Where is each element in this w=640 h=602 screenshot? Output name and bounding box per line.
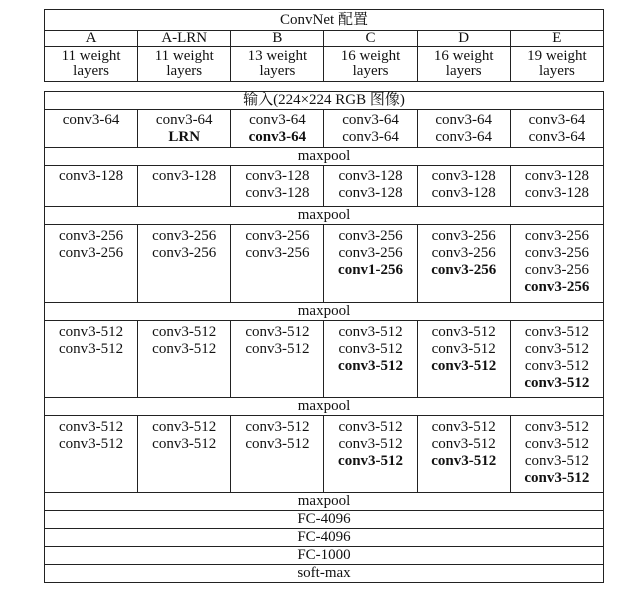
layer-label: conv3-256 (524, 262, 589, 278)
layer-label: conv3-256 (338, 245, 403, 261)
weight-unit: layers (166, 63, 203, 79)
layer-cell (510, 321, 603, 398)
layer-label: conv3-512 (338, 436, 403, 452)
layer-label: conv3-64 (528, 112, 586, 128)
layer-label: LRN (168, 129, 201, 145)
layer-label: conv3-256 (338, 228, 403, 244)
layer-label: conv3-256 (431, 228, 496, 244)
conv-block-row (45, 416, 604, 493)
layer-cell (231, 321, 324, 398)
layer-cell (417, 321, 510, 398)
weight-layers-cell (45, 47, 138, 82)
layer-cell (417, 225, 510, 303)
weight-unit: layers (445, 63, 482, 79)
maxpool-label-row (45, 398, 604, 416)
layer-label: conv3-128 (524, 168, 589, 184)
layer-label: conv3-512 (524, 358, 589, 374)
layer-label: conv3-512 (431, 358, 497, 374)
column-name: B (231, 31, 324, 47)
weight-layers-cell (510, 47, 603, 82)
layer-label: conv3-512 (338, 453, 404, 469)
column-name: D (417, 31, 510, 47)
maxpool-label-row (45, 207, 604, 225)
layer-label: conv3-128 (431, 168, 496, 184)
layer-label: conv3-128 (152, 168, 217, 184)
weight-unit: layers (352, 63, 389, 79)
layer-label: conv3-256 (245, 228, 310, 244)
layer-label: conv3-512 (524, 324, 589, 340)
layer-label: conv3-64 (62, 112, 120, 128)
conv-block-row (45, 321, 604, 398)
layer-label: conv3-512 (524, 375, 590, 391)
table-title: ConvNet 配置 (45, 10, 604, 31)
layer-label: conv3-512 (524, 453, 589, 469)
layer-label: conv3-256 (524, 228, 589, 244)
maxpool-label: maxpool (45, 207, 604, 225)
layer-cell (231, 166, 324, 207)
maxpool-label-row (45, 493, 604, 511)
weight-layers-cell (231, 47, 324, 82)
layer-cell (417, 110, 510, 148)
weight-unit: layers (259, 63, 296, 79)
layer-label: conv3-512 (59, 341, 124, 357)
layer-label: conv3-128 (338, 168, 403, 184)
fc-layer-label-row (45, 511, 604, 529)
layer-label: conv3-512 (245, 436, 310, 452)
column-name-row (45, 31, 604, 47)
layer-cell (45, 416, 138, 493)
layer-label: conv3-64 (342, 129, 399, 145)
weight-count: 13 weight (247, 48, 308, 64)
softmax-label: soft-max (45, 565, 604, 583)
column-name: C (324, 31, 417, 47)
layer-label: conv3-256 (431, 245, 496, 261)
conv-block-row (45, 110, 604, 148)
layer-cell (231, 225, 324, 303)
architecture-table (44, 91, 604, 583)
layer-label: conv3-512 (152, 341, 217, 357)
layer-label: conv3-256 (59, 228, 124, 244)
layer-label: conv3-512 (59, 324, 124, 340)
config-header-table (44, 9, 604, 82)
layer-label: conv3-512 (524, 341, 589, 357)
layer-cell (324, 416, 417, 493)
layer-label: conv3-256 (431, 262, 497, 278)
layer-label: conv3-512 (524, 436, 589, 452)
layer-cell (417, 166, 510, 207)
input-label-row (45, 92, 604, 110)
layer-label: conv3-128 (524, 185, 589, 201)
layer-cell (138, 416, 231, 493)
layer-cell (138, 321, 231, 398)
layer-cell (138, 166, 231, 207)
layer-label: conv3-64 (249, 112, 306, 128)
layer-cell (45, 110, 138, 148)
layer-label: conv3-256 (524, 245, 589, 261)
conv-block-row (45, 166, 604, 207)
layer-cell (324, 225, 417, 303)
softmax-label-row (45, 565, 604, 583)
weight-layers-row (45, 47, 604, 82)
layer-label: conv3-512 (338, 419, 403, 435)
weight-unit: layers (538, 63, 575, 79)
fc-layer-label: FC-4096 (45, 511, 604, 529)
layer-label: conv1-256 (338, 262, 404, 278)
layer-label: conv3-256 (152, 228, 217, 244)
weight-count: 16 weight (340, 48, 401, 64)
layer-cell (231, 416, 324, 493)
layer-label: conv3-128 (431, 185, 496, 201)
weight-count: 11 weight (61, 48, 121, 64)
weight-layers-cell (417, 47, 510, 82)
fc-layer-label-row (45, 547, 604, 565)
layer-cell (231, 110, 324, 148)
weight-count: 11 weight (154, 48, 214, 64)
layer-label: conv3-512 (338, 324, 403, 340)
title-row (45, 10, 604, 31)
layer-label: conv3-512 (431, 419, 496, 435)
layer-label: conv3-64 (248, 129, 307, 145)
layer-label: conv3-128 (245, 185, 310, 201)
layer-cell (45, 225, 138, 303)
weight-layers-cell (324, 47, 417, 82)
layer-label: conv3-512 (59, 436, 124, 452)
layer-label: conv3-512 (431, 436, 496, 452)
layer-label: conv3-512 (431, 341, 496, 357)
conv-block-row (45, 225, 604, 303)
layer-label: conv3-256 (59, 245, 124, 261)
layer-label: conv3-512 (524, 419, 589, 435)
layer-cell (324, 321, 417, 398)
layer-label: conv3-256 (524, 279, 590, 295)
column-name: A-LRN (138, 31, 231, 47)
layer-label: conv3-64 (528, 129, 586, 145)
layer-label: conv3-64 (342, 112, 399, 128)
layer-label: conv3-512 (152, 324, 217, 340)
weight-count: 19 weight (527, 48, 587, 64)
layer-label: conv3-64 (155, 112, 213, 128)
layer-cell (45, 166, 138, 207)
layer-label: conv3-512 (338, 341, 403, 357)
layer-label: conv3-64 (435, 129, 493, 145)
layer-label: conv3-512 (338, 358, 404, 374)
maxpool-label: maxpool (45, 148, 604, 166)
layer-cell (417, 416, 510, 493)
layer-label: conv3-512 (59, 419, 124, 435)
weight-layers-cell (138, 47, 231, 82)
maxpool-label: maxpool (45, 303, 604, 321)
layer-label: conv3-512 (245, 419, 310, 435)
maxpool-label-row (45, 148, 604, 166)
fc-layer-label: FC-1000 (45, 547, 604, 565)
layer-cell (510, 166, 603, 207)
fc-layer-label-row (45, 529, 604, 547)
layer-label: conv3-512 (524, 470, 590, 486)
layer-cell (510, 225, 603, 303)
weight-count: 16 weight (433, 48, 494, 64)
layer-cell (138, 225, 231, 303)
layer-label: conv3-512 (152, 419, 217, 435)
layer-cell (324, 166, 417, 207)
column-name: E (510, 31, 603, 47)
fc-layer-label: FC-4096 (45, 529, 604, 547)
layer-cell (324, 110, 417, 148)
layer-label: conv3-128 (338, 185, 403, 201)
layer-cell (510, 416, 603, 493)
input-label: 输入(224×224 RGB 图像) (45, 92, 604, 110)
maxpool-label: maxpool (45, 493, 604, 511)
layer-cell (510, 110, 603, 148)
maxpool-label: maxpool (45, 398, 604, 416)
layer-label: conv3-512 (245, 324, 310, 340)
layer-cell (138, 110, 231, 148)
layer-cell (45, 321, 138, 398)
weight-unit: layers (73, 63, 109, 79)
layer-label: conv3-64 (435, 112, 493, 128)
layer-label: conv3-512 (431, 324, 496, 340)
layer-label: conv3-512 (152, 436, 217, 452)
column-name: A (45, 31, 138, 47)
layer-label: conv3-256 (245, 245, 310, 261)
layer-label: conv3-128 (59, 168, 124, 184)
maxpool-label-row (45, 303, 604, 321)
layer-label: conv3-128 (245, 168, 310, 184)
layer-label: conv3-512 (245, 341, 310, 357)
layer-label: conv3-512 (431, 453, 497, 469)
layer-label: conv3-256 (152, 245, 217, 261)
